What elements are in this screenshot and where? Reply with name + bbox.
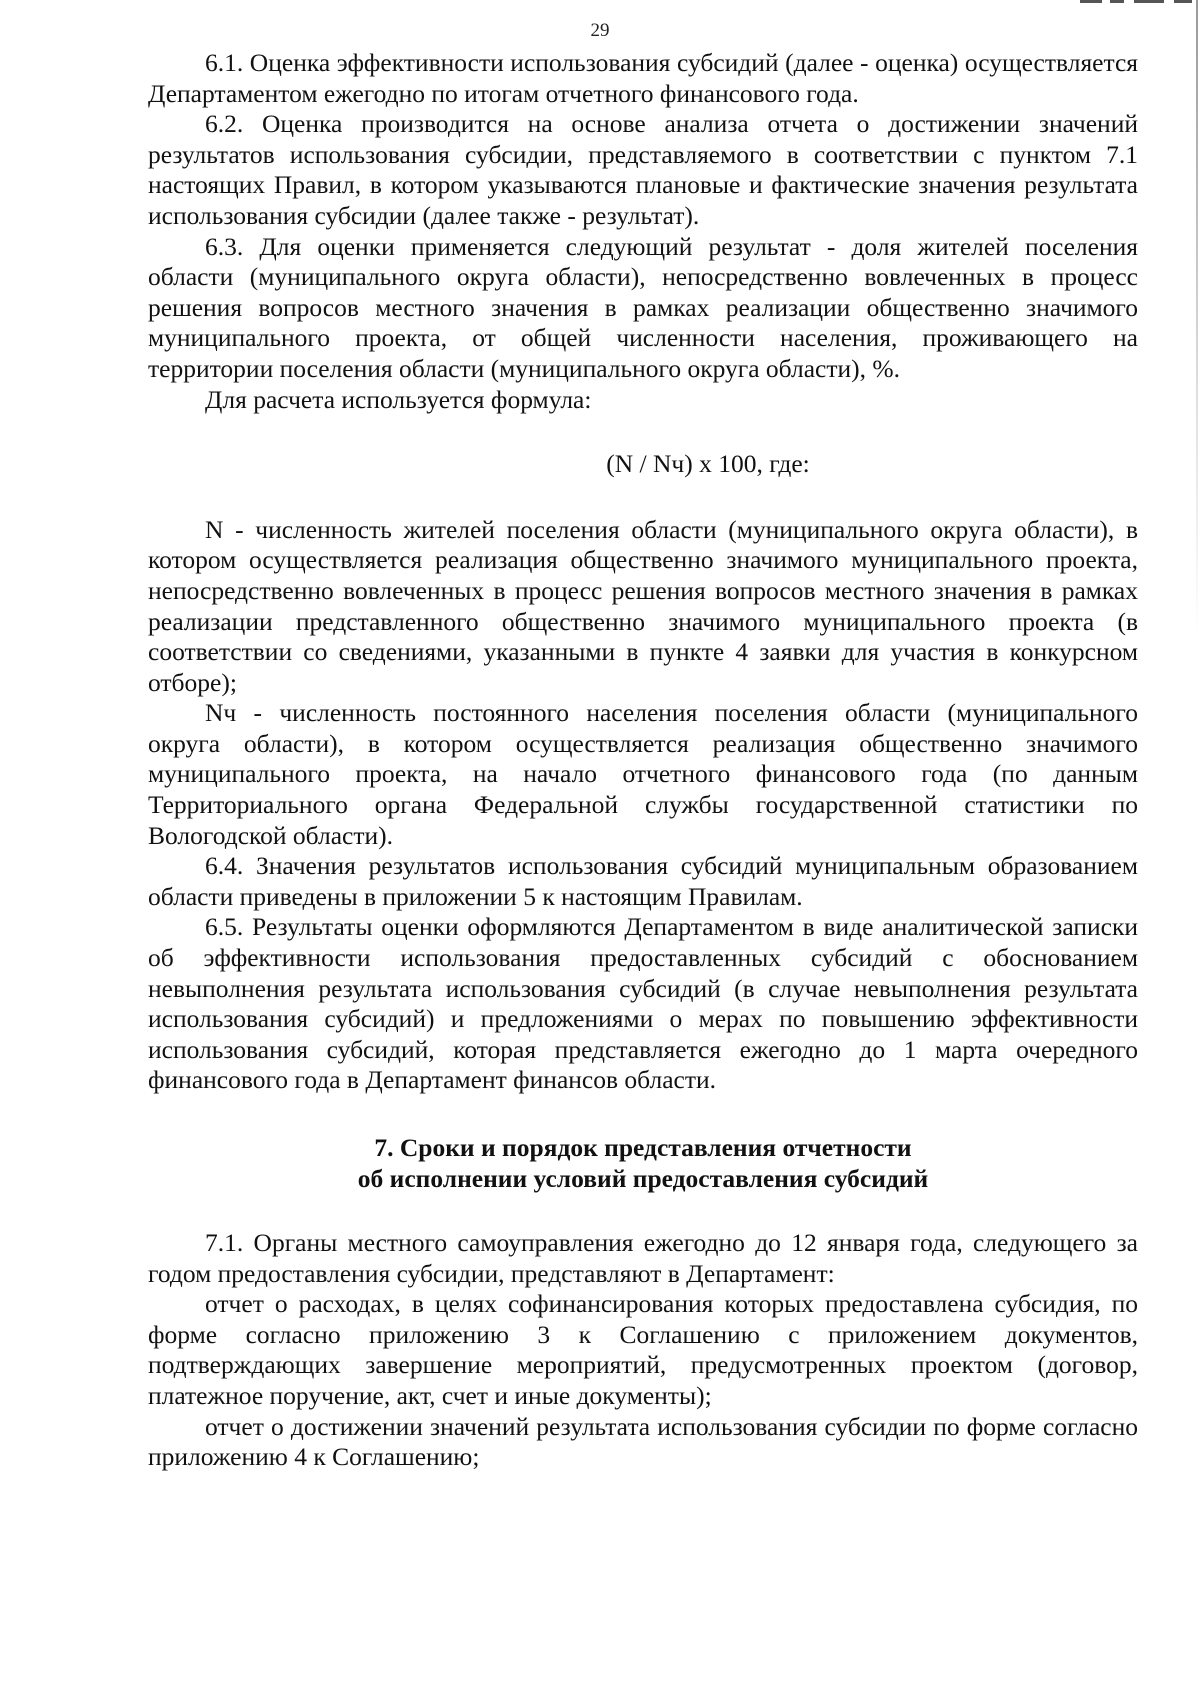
paragraph-6-4: 6.4. Значения результатов использования субсидий муниципальным образованием области приведены в приложении 5 к настоящим Правилам. <box>148 851 1138 911</box>
paragraph-nch-definition: Nч - численность постоянного населения поселения области (муниципального округа области), в котором осуществляется реализация общественно значимого муниципального проекта, на начало отчетного финансового года (по данным Территориального органа Федеральной службы государственной статистики по Вологодской области). <box>148 698 1138 850</box>
section-7-heading-line2: об исполнении условий предоставления субсидий <box>357 1164 929 1193</box>
paragraph-6-1: 6.1. Оценка эффективности использования субсидий (далее - оценка) осуществляется Департаментом ежегодно по итогам отчетного финансового года. <box>148 48 1138 108</box>
paragraph-formula-intro: Для расчета используется формула: <box>205 384 592 414</box>
scan-edge-shadow <box>1196 0 1198 640</box>
document-body <box>148 48 1138 1473</box>
paragraph-6-2: 6.2. Оценка производится на основе анализа отчета о достижении значений результатов использования субсидии, представляемого в соответствии с пунктом 7.1 настоящих Правил, в котором указываются плановые и фактические значения результата использования субсидии (далее также - результат). <box>148 109 1138 230</box>
paragraph-7-1: 7.1. Органы местного самоуправления ежегодно до 12 января года, следующего за годом предоставления субсидии, представляют в Департамент: <box>148 1228 1138 1288</box>
paragraph-n-definition: N - численность жителей поселения области (муниципального округа области), в котором осуществляется реализация общественно значимого муниципального проекта, непосредственно вовлеченных в процесс решения вопросов местного значения в рамках реализации представленного общественно значимого муниципального проекта (в соответствии со сведениями, указанными в пункте 4 заявки для участия в конкурсном отборе); <box>148 514 1138 697</box>
section-7-heading-line1: 7. Сроки и порядок представления отчетности <box>374 1133 912 1162</box>
formula: (N / Nч) x 100, где: <box>606 449 810 479</box>
paragraph-6-5: 6.5. Результаты оценки оформляются Департаментом в виде аналитической записки об эффективности использования предоставленных субсидий с обоснованием невыполнения результата использования субсидий (в случае невыполнения результата использования субсидий) и предложениями о мерах по повышению эффективности использования субсидий, которая представляется ежегодно до 1 марта очередного финансового года в Департамент финансов области. <box>148 912 1138 1095</box>
paragraph-results-report: отчет о достижении значений результата использования субсидии по форме согласно приложению 4 к Соглашению; <box>148 1411 1138 1472</box>
page-number: 29 <box>590 20 610 41</box>
paragraph-6-3: 6.3. Для оценки применяется следующий результат - доля жителей поселения области (муниципального округа области), непосредственно вовлеченных в процесс решения вопросов местного значения в рамках реализации общественно значимого муниципального проекта, от общей численности населения, проживающего на территории поселения области (муниципального округа области), %. <box>148 231 1138 383</box>
scan-corner-mark <box>1070 0 1200 6</box>
section-7-heading <box>148 1132 1138 1194</box>
paragraph-expense-report: отчет о расходах, в целях софинансирования которых предоставлена субсидия, по форме согласно приложению 3 к Соглашению с приложением документов, подтверждающих завершение мероприятий, предусмотренных проектом (договор, платежное поручение, акт, счет и иные документы); <box>148 1289 1138 1410</box>
